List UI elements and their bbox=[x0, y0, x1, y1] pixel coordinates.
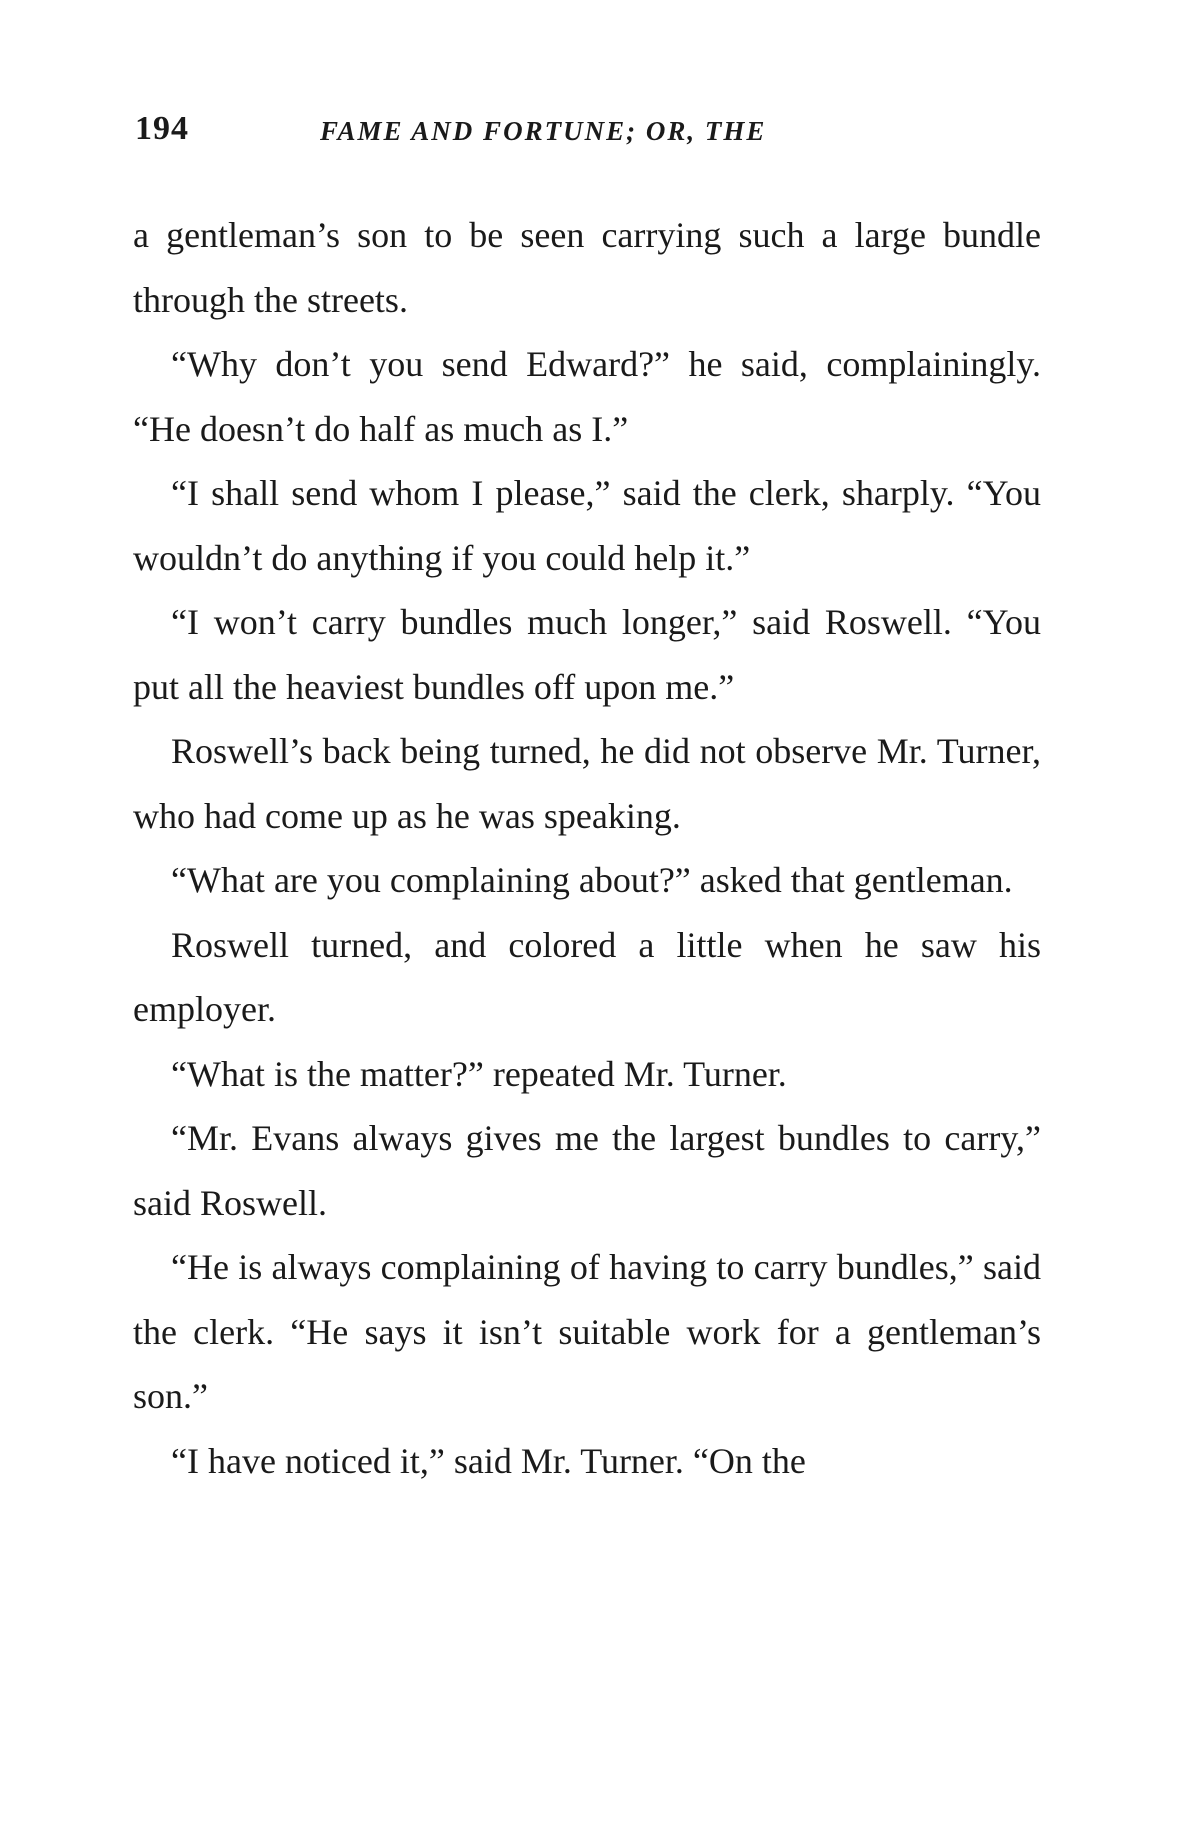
running-title: FAME AND FORTUNE; OR, THE bbox=[320, 116, 767, 146]
paragraph: “I shall send whom I please,” said the clerk, sharply. “You wouldn’t do anything if you could help it.” bbox=[133, 473, 1041, 578]
paragraph: Roswell turned, and colored a little when he saw his employer. bbox=[133, 924, 1041, 1029]
paragraph: “What is the matter?” repeated Mr. Turner. bbox=[171, 1053, 787, 1094]
paragraph: Roswell’s back being turned, he did not observe Mr. Turner, who had come up as he was speaking. bbox=[133, 731, 1041, 836]
paragraph: “Why don’t you send Edward?” he said, complainingly. “He doesn’t do half as much as I.” bbox=[133, 344, 1041, 449]
paragraph: “Mr. Evans always gives me the largest bundles to carry,” said Roswell. bbox=[133, 1118, 1041, 1223]
running-head bbox=[135, 110, 1045, 160]
body-text bbox=[133, 203, 1041, 1493]
paragraph-continued: a gentleman’s son to be seen carrying such a large bundle through the streets. bbox=[133, 215, 1041, 320]
paragraph: “I have noticed it,” said Mr. Turner. “On the bbox=[171, 1440, 806, 1481]
paragraph: “I won’t carry bundles much longer,” said Roswell. “You put all the heaviest bundles off upon me.” bbox=[133, 602, 1041, 707]
paragraph: “What are you complaining about?” asked that gentleman. bbox=[171, 860, 1013, 900]
paragraph: “He is always complaining of having to carry bundles,” said the clerk. “He says it isn’t suitable work for a gentleman’s son.” bbox=[133, 1247, 1041, 1416]
page-number: 194 bbox=[135, 110, 189, 147]
